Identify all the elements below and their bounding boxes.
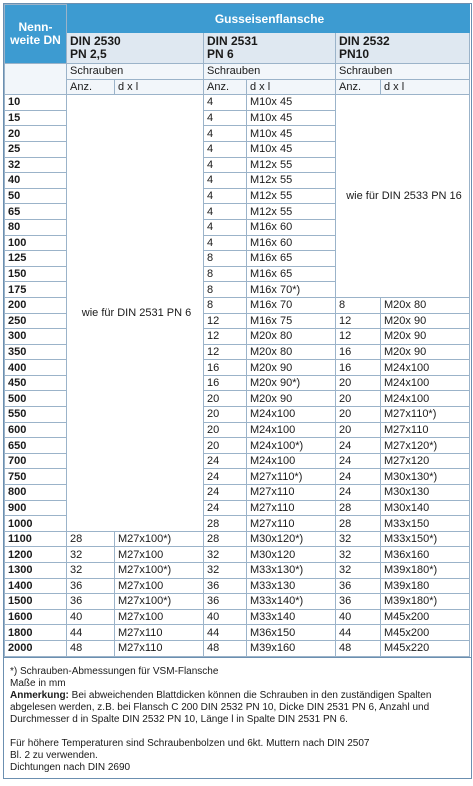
anz-cell: 36	[336, 578, 381, 594]
dxl-cell: M30x130*)	[381, 469, 470, 485]
dxl-cell: M27x110	[115, 640, 204, 656]
dxl-cell: M20x 90	[381, 313, 470, 329]
anz-cell: 4	[204, 126, 247, 142]
dxl-cell: M16x 70	[247, 297, 336, 313]
table-body	[5, 95, 470, 656]
dn-cell: 1200	[5, 547, 67, 563]
dxl-cell: M33x150	[381, 516, 470, 532]
group-din2532-line1: DIN 2532	[339, 34, 390, 48]
anz-cell: 36	[67, 594, 115, 610]
anz-cell: 20	[336, 375, 381, 391]
dxl-cell: M10x 45	[247, 95, 336, 111]
anz-cell: 4	[204, 141, 247, 157]
dn-cell: 125	[5, 251, 67, 267]
anz-cell: 44	[67, 625, 115, 641]
anz-cell: 8	[204, 266, 247, 282]
anz-cell: 4	[204, 157, 247, 173]
anz-cell: 40	[336, 609, 381, 625]
dxl-cell: M12x 55	[247, 173, 336, 189]
group-din2531-line2: PN 6	[207, 47, 234, 61]
temperature-note-line1: Für höhere Temperaturen sind Schraubenbolzen und 6kt. Muttern nach DIN 2507	[10, 737, 370, 749]
dn-cell: 400	[5, 360, 67, 376]
anz-cell: 24	[336, 469, 381, 485]
dxl-cell: M30x140	[381, 500, 470, 516]
anz-cell: 4	[204, 95, 247, 111]
dn-cell: 40	[5, 173, 67, 189]
anz-cell: 20	[336, 407, 381, 423]
remark-text: Bei abweichenden Blattdicken können die Schrauben in den zuständigen Spalten abgelesen werden, z.B. bei Flansch C 200 DIN 2532 PN 10, Dicke DIN 2531 PN 6, Anzahl und Durchmesser d in Spalte DIN 2532 PN 10, Länge l in Spalte DIN 2531 PN 6.	[10, 689, 432, 725]
dxl-cell: M10x 45	[247, 126, 336, 142]
dxl-cell: M30x120*)	[247, 531, 336, 547]
notes-section	[4, 658, 471, 778]
table-row	[5, 625, 470, 641]
remark	[10, 690, 467, 726]
anz-cell: 24	[336, 485, 381, 501]
dxl-cell: M27x110	[115, 625, 204, 641]
anz-cell: 40	[67, 609, 115, 625]
dxl-cell: M12x 55	[247, 204, 336, 220]
col-anz-header: Anz.	[67, 79, 115, 95]
dxl-cell: M27x110*)	[381, 407, 470, 423]
dn-cell: 32	[5, 157, 67, 173]
dn-cell: 600	[5, 422, 67, 438]
remark-label: Anmerkung:	[10, 689, 69, 701]
dxl-cell: M20x 90	[381, 329, 470, 345]
anz-cell: 48	[336, 640, 381, 656]
anz-cell: 28	[67, 531, 115, 547]
anz-cell: 24	[204, 453, 247, 469]
anz-cell: 36	[336, 594, 381, 610]
anz-cell: 16	[204, 375, 247, 391]
anz-cell: 24	[204, 500, 247, 516]
dn-cell: 1500	[5, 594, 67, 610]
dxl-cell: M24x100	[381, 375, 470, 391]
anz-cell: 8	[204, 251, 247, 267]
dn-cell: 800	[5, 485, 67, 501]
anz-cell: 12	[204, 344, 247, 360]
dn-cell: 1800	[5, 625, 67, 641]
dxl-cell: M12x 55	[247, 188, 336, 204]
anz-cell: 48	[67, 640, 115, 656]
group-din2531-line1: DIN 2531	[207, 34, 258, 48]
anz-cell: 24	[336, 438, 381, 454]
dxl-cell: M16x 65	[247, 251, 336, 267]
dxl-cell: M27x100*)	[115, 531, 204, 547]
dxl-cell: M39x180*)	[381, 563, 470, 579]
dxl-cell: M20x 80	[247, 329, 336, 345]
anz-cell: 32	[67, 547, 115, 563]
table-row	[5, 640, 470, 656]
table-row	[5, 95, 470, 111]
group-header-din2532	[336, 33, 470, 64]
dxl-cell: M39x160	[247, 640, 336, 656]
dxl-cell: M16x 60	[247, 235, 336, 251]
group-din2530-line2: PN 2,5	[70, 47, 107, 61]
anz-cell: 4	[204, 188, 247, 204]
table-row	[5, 563, 470, 579]
anz-cell: 8	[204, 297, 247, 313]
dn-cell: 1300	[5, 563, 67, 579]
dxl-cell: M33x140	[247, 609, 336, 625]
anz-cell: 16	[204, 360, 247, 376]
anz-cell: 48	[204, 640, 247, 656]
dxl-cell: M39x180*)	[381, 594, 470, 610]
anz-cell: 12	[336, 329, 381, 345]
dn-cell: 900	[5, 500, 67, 516]
anz-cell: 16	[336, 360, 381, 376]
table-title: Gusseisenflansche	[67, 5, 470, 33]
anz-cell: 4	[204, 235, 247, 251]
dn-header-spacer	[5, 64, 67, 95]
dxl-cell: M33x140*)	[247, 594, 336, 610]
dxl-cell: M20x 80	[381, 297, 470, 313]
table-row	[5, 594, 470, 610]
anz-cell: 20	[204, 438, 247, 454]
anz-cell: 4	[204, 173, 247, 189]
merged-note-pn25: wie für DIN 2531 PN 6	[67, 95, 204, 532]
anz-cell: 8	[336, 297, 381, 313]
dxl-cell: M20x 90*)	[247, 375, 336, 391]
dxl-cell: M10x 45	[247, 110, 336, 126]
merged-note-pn10: wie für DIN 2533 PN 16	[336, 95, 470, 298]
dxl-cell: M20x 90	[381, 344, 470, 360]
dn-cell: 350	[5, 344, 67, 360]
dxl-cell: M24x100*)	[247, 438, 336, 454]
dxl-cell: M45x200	[381, 609, 470, 625]
col-dxl-header: d x l	[381, 79, 470, 95]
anz-cell: 20	[204, 391, 247, 407]
anz-cell: 32	[336, 547, 381, 563]
dxl-cell: M27x100	[115, 578, 204, 594]
table-row	[5, 547, 470, 563]
dxl-cell: M20x 90	[247, 360, 336, 376]
dn-cell: 750	[5, 469, 67, 485]
dxl-cell: M33x150*)	[381, 531, 470, 547]
anz-cell: 24	[204, 469, 247, 485]
col-dxl-header: d x l	[247, 79, 336, 95]
anz-cell: 40	[204, 609, 247, 625]
anz-cell: 32	[336, 531, 381, 547]
dn-cell: 1000	[5, 516, 67, 532]
anz-cell: 44	[336, 625, 381, 641]
dxl-cell: M20x 90	[247, 391, 336, 407]
schrauben-label: Schrauben	[67, 64, 204, 80]
anz-cell: 32	[204, 547, 247, 563]
anz-cell: 20	[204, 407, 247, 423]
group-header-din2531	[204, 33, 336, 64]
dxl-cell: M27x100*)	[115, 563, 204, 579]
schrauben-label: Schrauben	[204, 64, 336, 80]
anz-cell: 32	[67, 563, 115, 579]
dxl-cell: M27x110	[381, 422, 470, 438]
dn-cell: 20	[5, 126, 67, 142]
dxl-cell: M16x 65	[247, 266, 336, 282]
anz-cell: 44	[204, 625, 247, 641]
dxl-cell: M24x100	[247, 407, 336, 423]
dn-cell: 150	[5, 266, 67, 282]
group-header-din2530	[67, 33, 204, 64]
dn-cell: 1400	[5, 578, 67, 594]
dxl-cell: M45x200	[381, 625, 470, 641]
anz-cell: 28	[336, 516, 381, 532]
dxl-cell: M24x100	[247, 422, 336, 438]
dn-cell: 650	[5, 438, 67, 454]
dxl-cell: M30x130	[381, 485, 470, 501]
col-anz-header: Anz.	[204, 79, 247, 95]
dxl-cell: M27x110	[247, 485, 336, 501]
anz-cell: 36	[204, 594, 247, 610]
dxl-cell: M27x110*)	[247, 469, 336, 485]
anz-cell: 12	[204, 313, 247, 329]
col-anz-header: Anz.	[336, 79, 381, 95]
anz-cell: 16	[336, 344, 381, 360]
dn-header: Nenn-weite DN	[5, 5, 67, 64]
anz-cell: 28	[204, 531, 247, 547]
dn-cell: 80	[5, 219, 67, 235]
dxl-cell: M12x 55	[247, 157, 336, 173]
dn-cell: 500	[5, 391, 67, 407]
bolt-table	[4, 4, 470, 657]
dn-cell: 1600	[5, 609, 67, 625]
anz-cell: 28	[204, 516, 247, 532]
dn-cell: 50	[5, 188, 67, 204]
dn-cell: 1100	[5, 531, 67, 547]
dxl-cell: M36x150	[247, 625, 336, 641]
anz-cell: 20	[204, 422, 247, 438]
anz-cell: 20	[336, 422, 381, 438]
anz-cell: 8	[204, 282, 247, 298]
anz-cell: 24	[204, 485, 247, 501]
anz-cell: 28	[336, 500, 381, 516]
anz-cell: 24	[336, 453, 381, 469]
dn-cell: 200	[5, 297, 67, 313]
dxl-cell: M20x 80	[247, 344, 336, 360]
dxl-cell: M30x120	[247, 547, 336, 563]
dn-cell: 550	[5, 407, 67, 423]
anz-cell: 12	[204, 329, 247, 345]
anz-cell: 36	[67, 578, 115, 594]
table-row	[5, 578, 470, 594]
footnote: *) Schrauben-Abmessungen für VSM-Flansche	[10, 665, 219, 677]
anz-cell: 36	[204, 578, 247, 594]
table-row	[5, 531, 470, 547]
dxl-cell: M36x160	[381, 547, 470, 563]
dxl-cell: M45x220	[381, 640, 470, 656]
dxl-cell: M16x 70*)	[247, 282, 336, 298]
dxl-cell: M27x110	[247, 516, 336, 532]
dxl-cell: M27x100	[115, 547, 204, 563]
dn-cell: 450	[5, 375, 67, 391]
gasket-note: Dichtungen nach DIN 2690	[10, 761, 131, 773]
dxl-cell: M24x100	[381, 391, 470, 407]
anz-cell: 32	[336, 563, 381, 579]
dn-cell: 300	[5, 329, 67, 345]
dxl-cell: M33x130	[247, 578, 336, 594]
anz-cell: 4	[204, 110, 247, 126]
dn-cell: 700	[5, 453, 67, 469]
dxl-cell: M27x110	[247, 500, 336, 516]
dxl-cell: M24x100	[247, 453, 336, 469]
temperature-note-line2: Bl. 2 zu verwenden.	[10, 749, 98, 761]
col-dxl-header: d x l	[115, 79, 204, 95]
dn-cell: 100	[5, 235, 67, 251]
dxl-cell: M10x 45	[247, 141, 336, 157]
group-din2532-line2: PN10	[339, 47, 370, 61]
dxl-cell: M27x100*)	[115, 594, 204, 610]
dn-cell: 175	[5, 282, 67, 298]
dxl-cell: M16x 60	[247, 219, 336, 235]
dxl-cell: M39x180	[381, 578, 470, 594]
units-note: Maße in mm	[10, 677, 66, 689]
table-row	[5, 609, 470, 625]
dxl-cell: M27x100	[115, 609, 204, 625]
anz-cell: 12	[336, 313, 381, 329]
dn-cell: 2000	[5, 640, 67, 656]
anz-cell: 20	[336, 391, 381, 407]
dxl-cell: M16x 75	[247, 313, 336, 329]
schrauben-label: Schrauben	[336, 64, 470, 80]
anz-cell: 32	[204, 563, 247, 579]
dn-cell: 15	[5, 110, 67, 126]
dn-cell: 65	[5, 204, 67, 220]
anz-cell: 4	[204, 219, 247, 235]
group-din2530-line1: DIN 2530	[70, 34, 121, 48]
dn-cell: 250	[5, 313, 67, 329]
dxl-cell: M27x120	[381, 453, 470, 469]
dxl-cell: M27x120*)	[381, 438, 470, 454]
dxl-cell: M33x130*)	[247, 563, 336, 579]
dn-cell: 25	[5, 141, 67, 157]
dxl-cell: M24x100	[381, 360, 470, 376]
dn-cell: 10	[5, 95, 67, 111]
anz-cell: 4	[204, 204, 247, 220]
flange-table-container	[3, 3, 472, 779]
